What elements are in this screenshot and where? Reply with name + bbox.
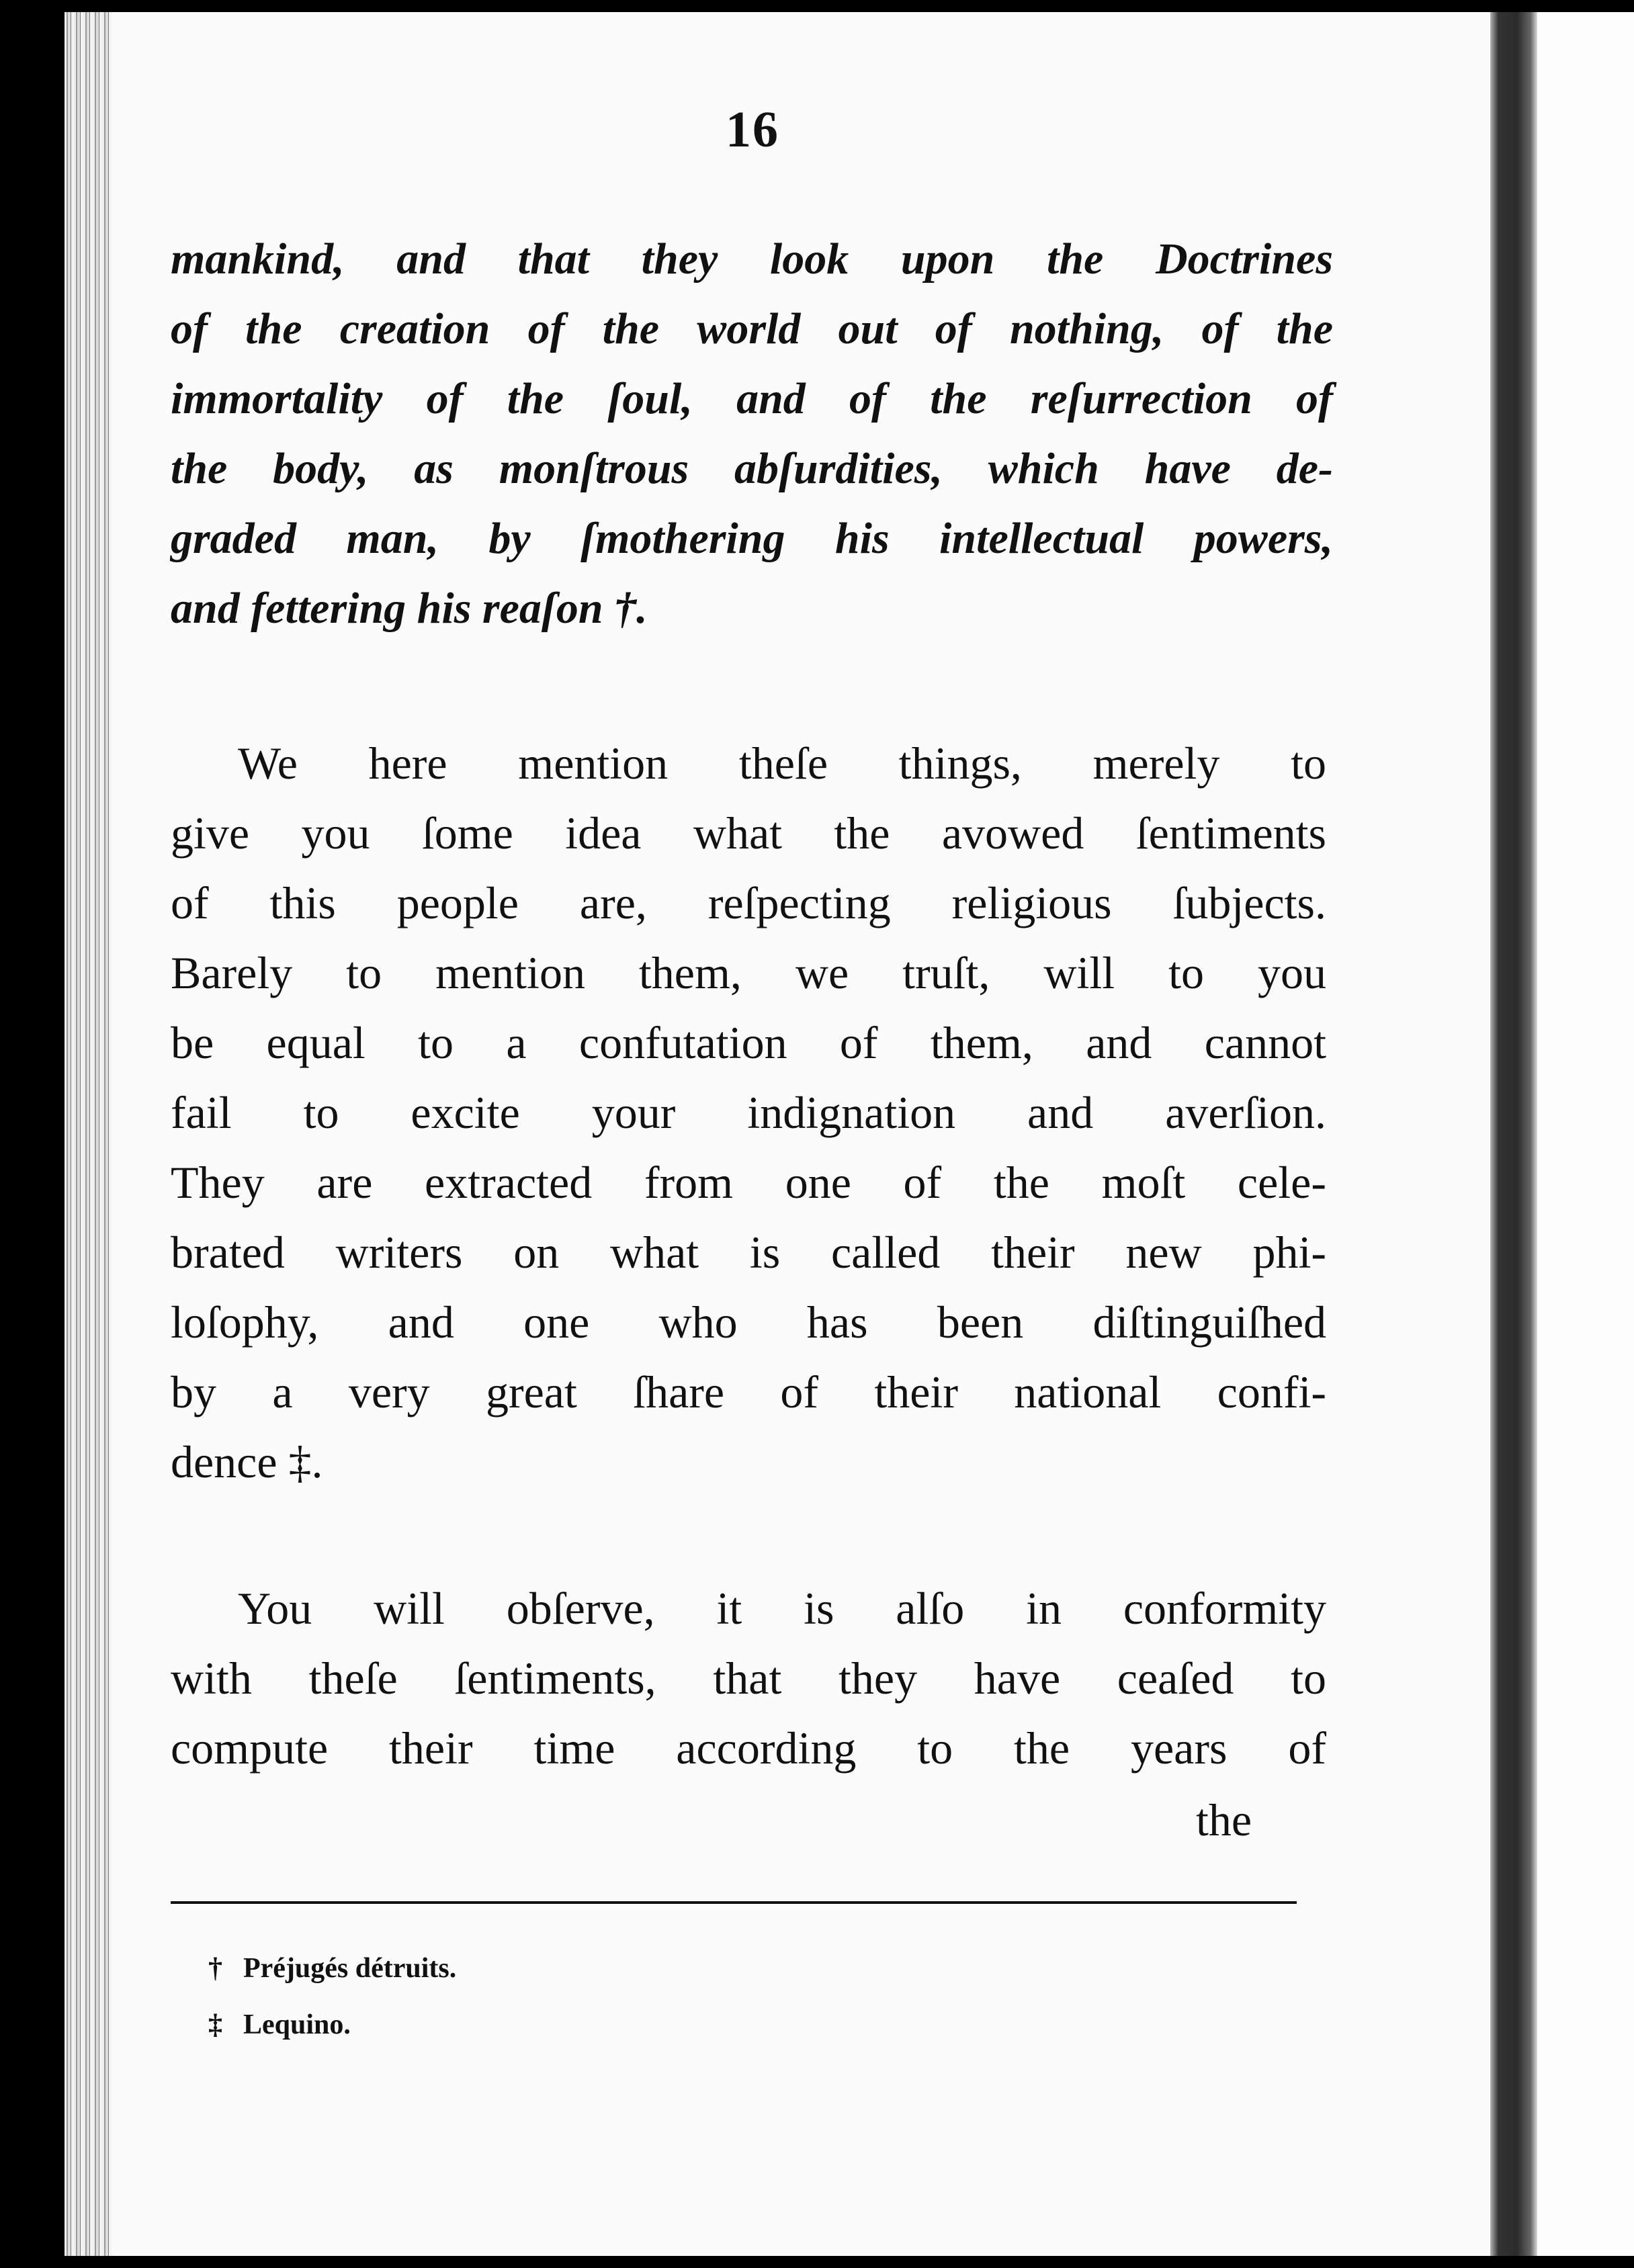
text-line: give you ſome idea what the avowed ſentiments xyxy=(171,808,1326,859)
footnote xyxy=(208,1997,813,2053)
text-line: fail to excite your indignation and averſion. xyxy=(171,1087,1326,1138)
text-line: We here mention theſe things, merely to xyxy=(238,738,1326,789)
page-number: 16 xyxy=(726,101,779,158)
text-line: mankind, and that they look upon the Doctrines xyxy=(171,234,1333,284)
text-line: by a very great ſhare of their national confi- xyxy=(171,1366,1326,1418)
text-line: Barely to mention them, we truſt, will to you xyxy=(171,947,1326,998)
scan-border xyxy=(0,2256,1634,2268)
page-edge-shadow xyxy=(1490,12,1537,2256)
text-line: the body, as monſtrous abſurdities, which have de- xyxy=(171,444,1333,493)
page-gutter xyxy=(64,12,112,2256)
text-line: loſophy, and one who has been diſtinguiſhed xyxy=(171,1297,1326,1348)
paragraph-1 xyxy=(171,728,1326,1497)
text-line: of this people are, reſpecting religious ſubjects. xyxy=(171,877,1326,928)
text-line: You will obſerve, it is alſo in conformity xyxy=(238,1583,1326,1634)
text-line: and fettering his reaſon †. xyxy=(171,584,648,633)
facing-page-edge xyxy=(1537,12,1634,2268)
text-line: compute their time according to the years of xyxy=(171,1722,1326,1774)
text-line: immortality of the ſoul, and of the reſurrection of xyxy=(171,374,1333,423)
footnote-mark: † xyxy=(208,1953,222,1984)
footnote-text: Préjugés détruits. xyxy=(243,1953,457,1984)
footnote xyxy=(208,1940,813,1997)
text-line: brated writers on what is called their new phi- xyxy=(171,1227,1326,1278)
catchword: the xyxy=(1196,1794,1252,1845)
footnote-text: Lequino. xyxy=(243,2009,351,2040)
footnote-rule xyxy=(171,1901,1297,1904)
italic-quotation xyxy=(171,224,1333,644)
text-line: graded man, by ſmothering his intellectual powers, xyxy=(171,514,1333,563)
footnotes xyxy=(208,1940,813,2053)
text-line: They are extracted from one of the moſt cele- xyxy=(171,1157,1326,1208)
paragraph-2 xyxy=(171,1573,1326,1783)
text-line: with theſe ſentiments, that they have ceaſed to xyxy=(171,1653,1326,1704)
footnote-mark: ‡ xyxy=(208,2009,222,2040)
text-line: of the creation of the world out of nothing, of the xyxy=(171,304,1333,353)
text-line: dence ‡. xyxy=(171,1436,323,1487)
text-line: be equal to a confutation of them, and cannot xyxy=(171,1017,1326,1068)
